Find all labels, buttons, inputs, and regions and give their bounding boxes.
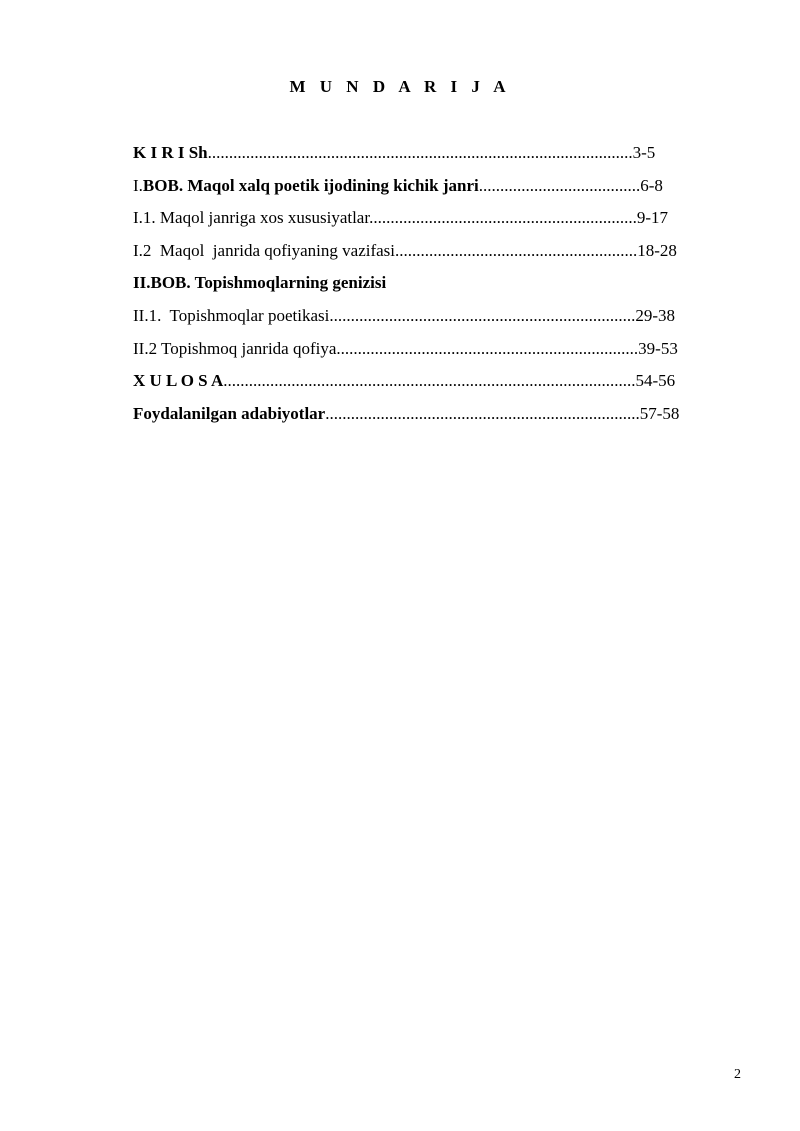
- toc-entry-leader: .................................................................................................: [223, 371, 636, 391]
- toc-entry-pages: 57-58: [639, 403, 680, 423]
- toc-entry-chapter-2[interactable]: [133, 272, 753, 305]
- toc-entry-label: X U L O S A: [133, 371, 224, 391]
- page-number: 2: [734, 1067, 741, 1082]
- toc-entry-bibliography[interactable]: [133, 403, 753, 436]
- toc-entry-label: II.1. Topishmoqlar poetikasi: [133, 305, 330, 325]
- toc-entry-leader: ......................................: [478, 175, 641, 195]
- toc-entry-pages: 18-28: [637, 240, 677, 260]
- toc-entry-pages: 54-56: [635, 371, 676, 391]
- toc-entry-leader: ....................................................................................................: [207, 143, 633, 162]
- toc-entry-xulosa[interactable]: [133, 370, 753, 403]
- toc-entry-section-2-1[interactable]: [133, 305, 753, 338]
- table-of-contents: [133, 142, 753, 435]
- toc-entry-pages: 3-5: [632, 143, 656, 162]
- toc-entry-label: I.1. Maqol janriga xos xususiyatlar: [133, 208, 370, 228]
- toc-entry-pages: 39-53: [638, 338, 678, 358]
- toc-entry-section-1-2[interactable]: [133, 240, 753, 273]
- toc-entry-leader: .......................................................................: [336, 338, 639, 358]
- toc-entry-leader: ...............................................................: [369, 208, 637, 228]
- toc-entry-label: Foydalanilgan adabiyotlar: [133, 403, 326, 423]
- toc-entry-section-1-1[interactable]: [133, 207, 753, 240]
- toc-entry-section-2-2[interactable]: [133, 338, 753, 371]
- toc-entry-kirish[interactable]: [133, 142, 753, 175]
- toc-entry-label: BOB. Maqol xalq poetik ijodining kichik janri: [142, 175, 479, 195]
- toc-entry-leader: .........................................................: [395, 240, 638, 260]
- toc-entry-label: K I R I Sh: [133, 143, 208, 162]
- toc-entry-leader: ..........................................................................: [325, 403, 640, 423]
- toc-entry-label: I.2 Maqol janrida qofiyaning vazifasi: [133, 240, 396, 260]
- toc-entry-pages: 6-8: [640, 175, 663, 195]
- toc-entry-chapter-1[interactable]: [133, 175, 753, 208]
- toc-entry-label: II.BOB. Topishmoqlarning genizisi: [133, 273, 387, 293]
- page-title: M U N D A R I J A: [289, 77, 511, 96]
- toc-entry-pages: 9-17: [636, 208, 668, 228]
- toc-entry-leader: ........................................................................: [329, 305, 636, 325]
- toc-entry-pages: 29-38: [635, 305, 676, 325]
- toc-entry-prefix: I.: [133, 175, 143, 195]
- toc-entry-label: II.2 Topishmoq janrida qofiya: [133, 338, 337, 358]
